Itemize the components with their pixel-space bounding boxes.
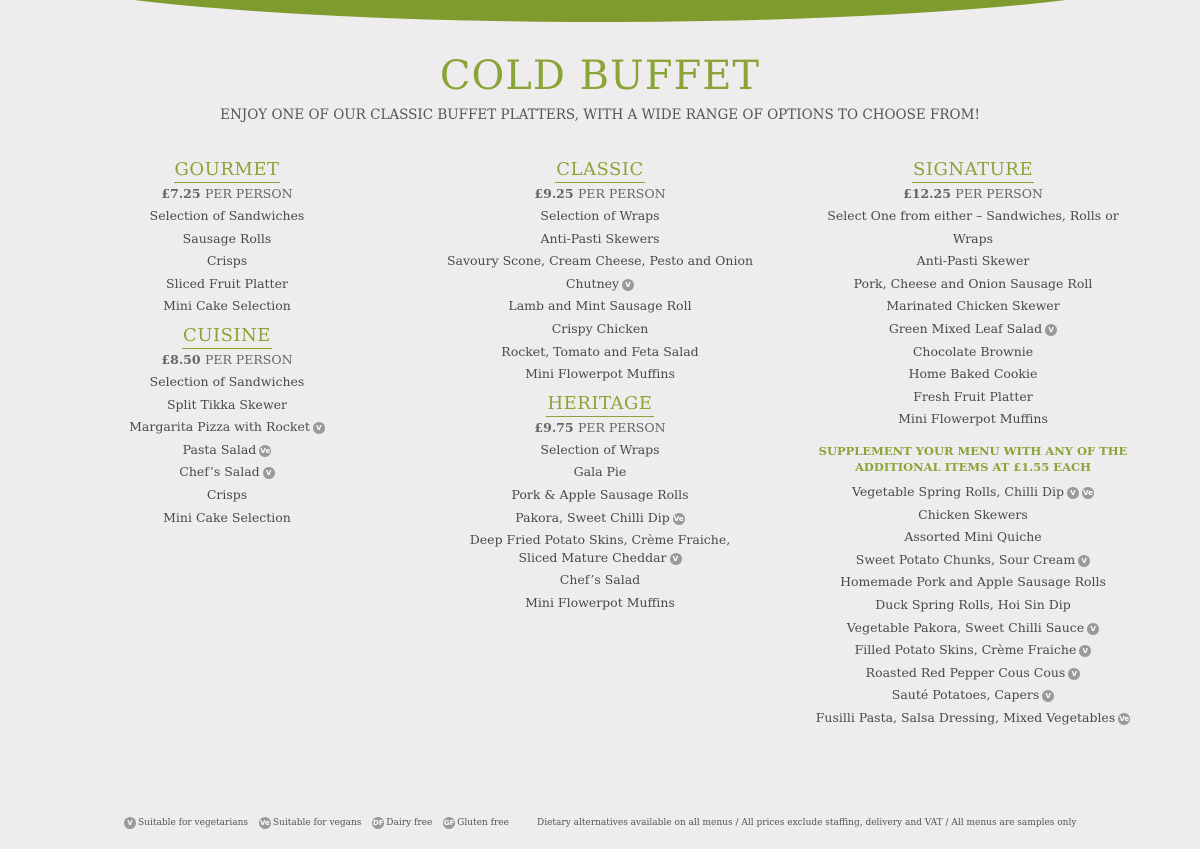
menu-item <box>810 481 1136 504</box>
section-title-gourmet: GOURMET <box>174 158 281 183</box>
menu-item: Mini Flowerpot Muffins <box>525 594 675 610</box>
menu-item: Crisps <box>206 253 248 269</box>
price-value: £9.25 <box>534 186 574 201</box>
price-unit: PER PERSON <box>204 351 293 367</box>
price-classic <box>420 183 780 205</box>
menu-item-label: Filled Potato Skins, Crème Fraiche <box>854 642 1077 658</box>
menu-item <box>810 684 1136 707</box>
supplement-section <box>810 443 1136 730</box>
menu-item <box>110 416 344 439</box>
left-column <box>110 158 344 529</box>
signature-items <box>810 205 1136 431</box>
classic-items <box>420 205 780 386</box>
price-unit: PER PERSON <box>577 419 666 435</box>
gluten-free-badge-icon: GF <box>443 819 455 827</box>
menu-item: Mini Cake Selection <box>163 509 291 525</box>
vegan-badge-icon: Ve <box>259 819 270 827</box>
supplement-heading-line: SUPPLEMENT YOUR MENU WITH ANY OF THE <box>818 443 1128 458</box>
vegetarian-badge-icon: V <box>1079 645 1091 657</box>
vegetarian-badge-icon: V <box>313 422 325 434</box>
page-subtitle: ENJOY ONE OF OUR CLASSIC BUFFET PLATTERS, WITH A WIDE RANGE OF OPTIONS TO CHOOSE FROM! <box>220 107 980 123</box>
supplement-heading-line: ADDITIONAL ITEMS AT £1.55 EACH <box>854 459 1092 474</box>
section-title-cuisine: CUISINE <box>182 324 272 349</box>
price-signature <box>810 183 1136 205</box>
cuisine-items <box>110 371 344 529</box>
vegan-badge-icon: Ve <box>260 446 271 455</box>
vegetarian-badge-icon: V <box>1087 623 1099 635</box>
menu-item: Anti-Pasti Skewers <box>540 230 660 246</box>
price-value: £9.75 <box>534 419 574 435</box>
menu-item: Mini Cake Selection <box>163 298 291 314</box>
vegetarian-badge-icon: V <box>124 817 136 829</box>
menu-item-label: Fusilli Pasta, Salsa Dressing, Mixed Vegetables <box>815 709 1116 725</box>
footer-note: Dietary alternatives available on all menus / All prices exclude staffing, delivery and VAT / All menus are samples only <box>537 818 1077 828</box>
menu-item: Selection of Sandwiches <box>149 208 305 223</box>
menu-item: Chocolate Brownie <box>912 343 1034 359</box>
price-heritage <box>420 417 780 439</box>
vegetarian-badge-icon: V <box>622 279 634 291</box>
menu-item: Assorted Mini Quiche <box>904 529 1042 545</box>
section-title-signature: SIGNATURE <box>912 158 1034 183</box>
price-cuisine <box>110 349 344 371</box>
menu-item <box>810 549 1136 572</box>
gourmet-section <box>110 158 344 318</box>
menu-item-label: Margarita Pizza with Rocket <box>129 419 310 435</box>
legend-label: Dairy free <box>386 818 433 828</box>
menu-item: Selection of Wraps <box>540 208 660 223</box>
heritage-section <box>420 392 780 615</box>
vegetarian-badge-icon: V <box>1045 324 1057 336</box>
vegan-badge-icon: Ve <box>1083 488 1093 497</box>
vegan-badge-icon: Ve <box>1119 714 1130 723</box>
vegetarian-badge-icon: V <box>670 553 682 565</box>
page-title: COLD BUFFET <box>439 53 761 99</box>
legend-label: Suitable for vegans <box>272 818 362 828</box>
menu-item: Fresh Fruit Platter <box>913 388 1033 404</box>
menu-item <box>420 507 780 530</box>
menu-item: Chicken Skewers <box>918 506 1028 522</box>
menu-item: Pork, Cheese and Onion Sausage Roll <box>853 275 1093 291</box>
menu-item-label-continued: Sliced Mature Cheddar <box>518 550 667 566</box>
legend-label: Gluten free <box>457 818 509 828</box>
vegetarian-badge-icon: V <box>1078 555 1090 567</box>
legend-label: Suitable for vegetarians <box>138 818 249 828</box>
middle-column <box>420 158 780 614</box>
menu-item: Home Baked Cookie <box>908 366 1038 382</box>
section-title-heritage: HERITAGE <box>546 392 653 417</box>
price-value: £12.25 <box>903 186 951 201</box>
legend-dairy-free <box>372 816 432 830</box>
price-gourmet <box>110 183 344 205</box>
menu-item: Pork & Apple Sausage Rolls <box>511 486 689 502</box>
menu-item <box>810 318 1136 341</box>
menu-item <box>810 617 1136 640</box>
cuisine-section <box>110 324 344 529</box>
classic-section <box>420 158 780 386</box>
menu-item: Mini Flowerpot Muffins <box>898 411 1048 427</box>
dairy-free-badge-icon: DF <box>372 819 384 827</box>
menu-item <box>420 529 780 569</box>
menu-item-label: Sauté Potatoes, Capers <box>891 687 1040 703</box>
menu-item: Anti-Pasti Skewer <box>916 253 1030 269</box>
menu-item: Duck Spring Rolls, Hoi Sin Dip <box>875 596 1071 612</box>
vegetarian-badge-icon: V <box>1042 690 1054 702</box>
menu-item-label: Chef’s Salad <box>179 464 260 480</box>
vegetarian-badge-icon: V <box>263 467 275 479</box>
supplement-items <box>810 481 1136 730</box>
menu-item: Chef’s Salad <box>559 572 641 588</box>
menu-item: Crisps <box>206 486 248 502</box>
menu-item: Selection of Wraps <box>540 441 660 457</box>
menu-item: Marinated Chicken Skewer <box>886 298 1060 314</box>
menu-item: Sausage Rolls <box>182 230 272 246</box>
menu-item: Homemade Pork and Apple Sausage Rolls <box>840 574 1106 590</box>
menu-item <box>810 662 1136 685</box>
right-column <box>810 158 1136 729</box>
menu-item: Select One from either – Sandwiches, Rolls or Wraps <box>827 208 1119 246</box>
heritage-items <box>420 439 780 615</box>
vegan-badge-icon: Ve <box>673 514 684 523</box>
legend-gluten-free <box>443 816 509 830</box>
menu-item: Crispy Chicken <box>551 320 649 336</box>
gourmet-items <box>110 205 344 318</box>
menu-item: Gala Pie <box>573 464 627 480</box>
price-unit: PER PERSON <box>955 186 1043 201</box>
vegetarian-badge-icon: V <box>1068 668 1080 680</box>
price-value: £8.50 <box>161 351 201 367</box>
menu-item-label: Pasta Salad <box>182 441 257 457</box>
footer <box>124 816 1104 830</box>
supplement-heading <box>810 443 1136 475</box>
menu-item-label: Vegetable Spring Rolls, Chilli Dip <box>852 483 1064 499</box>
signature-section <box>810 158 1136 431</box>
menu-item: Sliced Fruit Platter <box>166 275 288 291</box>
menu-item <box>420 250 780 295</box>
menu-item-label: Roasted Red Pepper Cous Cous <box>865 664 1066 680</box>
menu-item <box>810 639 1136 662</box>
menu-item <box>810 707 1136 730</box>
menu-item-label: Deep Fried Potato Skins, Crème Fraiche, <box>469 532 731 548</box>
legend-vegan <box>259 816 362 830</box>
menu-item-label: Green Mixed Leaf Salad <box>888 320 1043 336</box>
menu-item <box>110 461 344 484</box>
price-unit: PER PERSON <box>577 186 666 201</box>
menu-item: Selection of Sandwiches <box>149 373 305 389</box>
price-unit: PER PERSON <box>204 186 293 201</box>
menu-item-label: Sweet Potato Chunks, Sour Cream <box>855 551 1076 567</box>
menu-item-label: Savoury Scone, Cream Cheese, Pesto and Onion Chutney <box>446 253 754 291</box>
menu-item: Split Tikka Skewer <box>166 396 288 412</box>
top-decorative-band <box>0 0 1200 22</box>
vegetarian-badge-icon: V <box>1067 487 1079 499</box>
menu-item: Mini Flowerpot Muffins <box>525 366 675 382</box>
menu-item: Lamb and Mint Sausage Roll <box>508 298 692 314</box>
menu-item-label: Vegetable Pakora, Sweet Chilli Sauce <box>846 619 1085 635</box>
menu-item: Rocket, Tomato and Feta Salad <box>501 343 699 359</box>
menu-item <box>110 439 344 462</box>
section-title-classic: CLASSIC <box>555 158 644 183</box>
price-value: £7.25 <box>161 186 201 201</box>
menu-item-label: Pakora, Sweet Chilli Dip <box>515 509 670 525</box>
legend-vegetarian <box>124 816 248 830</box>
